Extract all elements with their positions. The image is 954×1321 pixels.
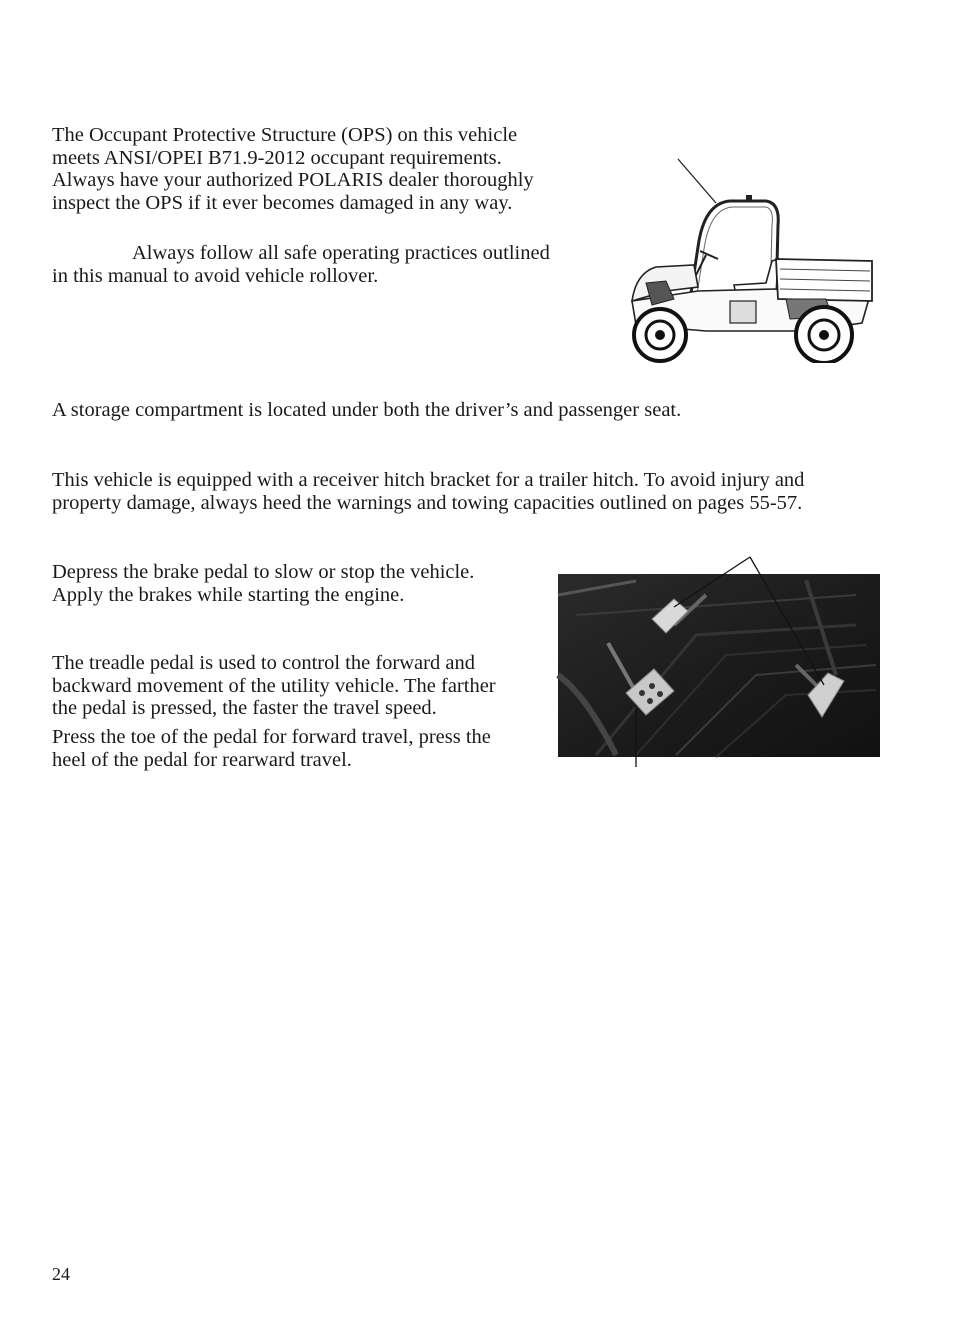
text-line: This vehicle is equipped with a receiver hitch bracket for a trailer hitch. To avoid injury and [52, 469, 805, 491]
text-line: meets ANSI/OPEI B71.9-2012 occupant requirements. [52, 146, 502, 169]
page-number: 24 [52, 1264, 70, 1284]
text-line: Always follow all safe operating practices outlined [132, 242, 550, 264]
pedal-photo [556, 555, 882, 767]
ops-warning-paragraph [52, 242, 550, 287]
text-line: A storage compartment is located under both the driver’s and passenger seat. [52, 399, 682, 421]
hitch-paragraph [52, 469, 804, 514]
text-line: backward movement of the utility vehicle. The farther [52, 674, 496, 697]
text-line: The Occupant Protective Structure (OPS) on this vehicle [52, 124, 518, 146]
text-line: The treadle pedal is used to control the forward and [52, 652, 475, 674]
storage-paragraph [52, 399, 681, 422]
treadle-direction-paragraph [52, 726, 491, 771]
text-line: Depress the brake pedal to slow or stop the vehicle. [52, 561, 475, 583]
text-line: in this manual to avoid vehicle rollover. [52, 264, 379, 287]
brake-paragraph [52, 561, 474, 606]
text-line: heel of the pedal for rearward travel. [52, 748, 352, 771]
treadle-paragraph [52, 652, 496, 720]
text-line: Press the toe of the pedal for forward travel, press the [52, 726, 491, 748]
ops-paragraph [52, 124, 534, 214]
text-line: the pedal is pressed, the faster the travel speed. [52, 697, 437, 719]
text-line: inspect the OPS if it ever becomes damaged in any way. [52, 191, 513, 214]
text-line: property damage, always heed the warnings and towing capacities outlined on pages 55-57. [52, 491, 803, 514]
text-line: Apply the brakes while starting the engine. [52, 583, 405, 606]
text-line: Always have your authorized POLARIS dealer thoroughly [52, 169, 534, 191]
vehicle-illustration [626, 155, 882, 363]
